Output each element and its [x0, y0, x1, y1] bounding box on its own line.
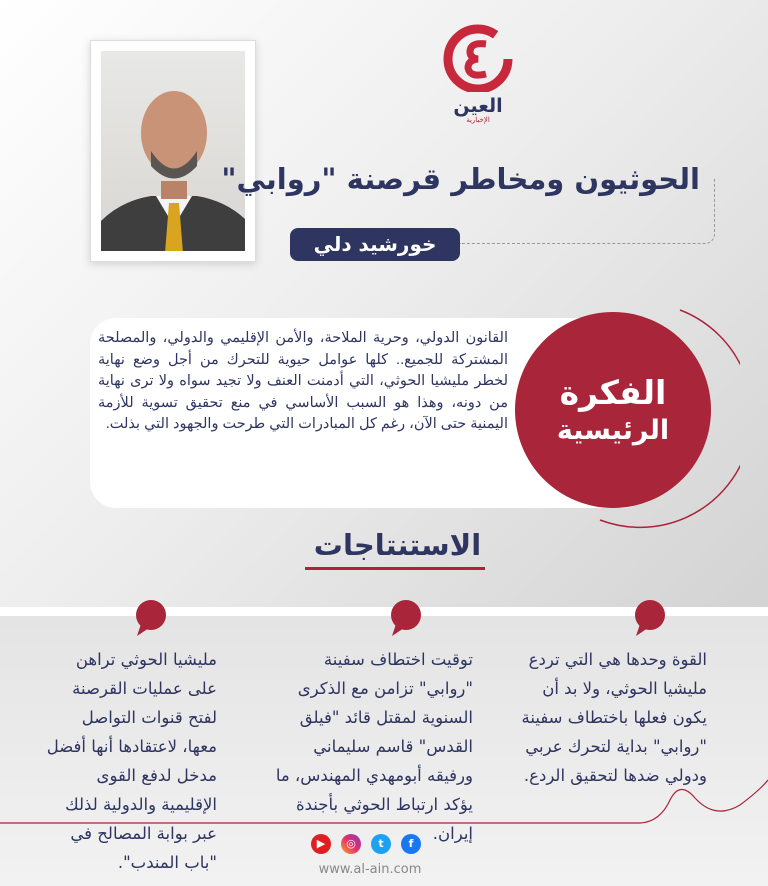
facebook-icon[interactable]: f	[401, 834, 421, 854]
conclusion-item-3: مليشيا الحوثي تراهن على عمليات القرصنة لفتح قنوات التواصل معها، لاعتقادها أنها أفضل مدخل لدفع القوى الإقليمية والدولية لذلك عبر بوابة المصالح في "باب المندب".	[46, 650, 217, 872]
logo-icon	[440, 22, 516, 92]
twitter-icon[interactable]: t	[371, 834, 391, 854]
logo-name: العين	[453, 95, 503, 117]
author-photo	[90, 40, 256, 262]
conclusions-heading: الاستنتاجات	[313, 528, 482, 562]
heading-underline	[305, 567, 485, 570]
speech-bubble-icon	[388, 598, 422, 638]
decorative-wave-line	[0, 770, 768, 840]
main-idea-label-line1: الفكرة	[559, 373, 667, 412]
page-title: الحوثيون ومخاطر قرصنة "روابي"	[221, 162, 700, 196]
brand-logo	[440, 22, 516, 124]
main-idea-label-line2: الرئيسية	[556, 415, 670, 446]
conclusion-item-2: توقيت اختطاف سفينة "روابي" تزامن مع الذكرى السنوية لمقتل قائد "فيلق القدس" قاسم سليماني ورفيقه أبومهدي المهندس، ما يؤكد ارتباط الحوثي بأجندة إيران.	[275, 650, 473, 843]
logo-subtitle: الإخبارية	[466, 116, 490, 124]
speech-bubble-icon	[632, 598, 666, 638]
conclusion-item-1: القوة وحدها هي التي تردع مليشيا الحوثي، ولا بد أن يكون فعلها باختطاف سفينة "روابي" بداية لتحرك عربي ودولي ضدها لتحقيق الردع.	[521, 650, 707, 785]
main-idea-text: القانون الدولي، وحرية الملاحة، والأمن الإقليمي والدولي، والمصلحة المشتركة للجميع.. كلها عوامل حيوية للتحرك من أجل وضع نهاية لخطر مليشيا الحوثي، التي أدمنت العنف ولا تجيد سواه ولا ترى نهاية من دونه، وهذا هو السبب الأساسي في منع تحقيق تسوية للأزمة اليمنية حتى الآن، رغم كل المبادرات التي طرحت والجهود التي بذلت.	[98, 330, 508, 432]
author-name-badge: خورشيد دلي	[290, 228, 460, 261]
main-idea-label	[515, 312, 711, 508]
website-link[interactable]: www.al-ain.com	[318, 862, 422, 877]
speech-bubble-icon	[133, 598, 167, 638]
youtube-icon[interactable]: ▶	[311, 834, 331, 854]
instagram-icon[interactable]: ◎	[341, 834, 361, 854]
